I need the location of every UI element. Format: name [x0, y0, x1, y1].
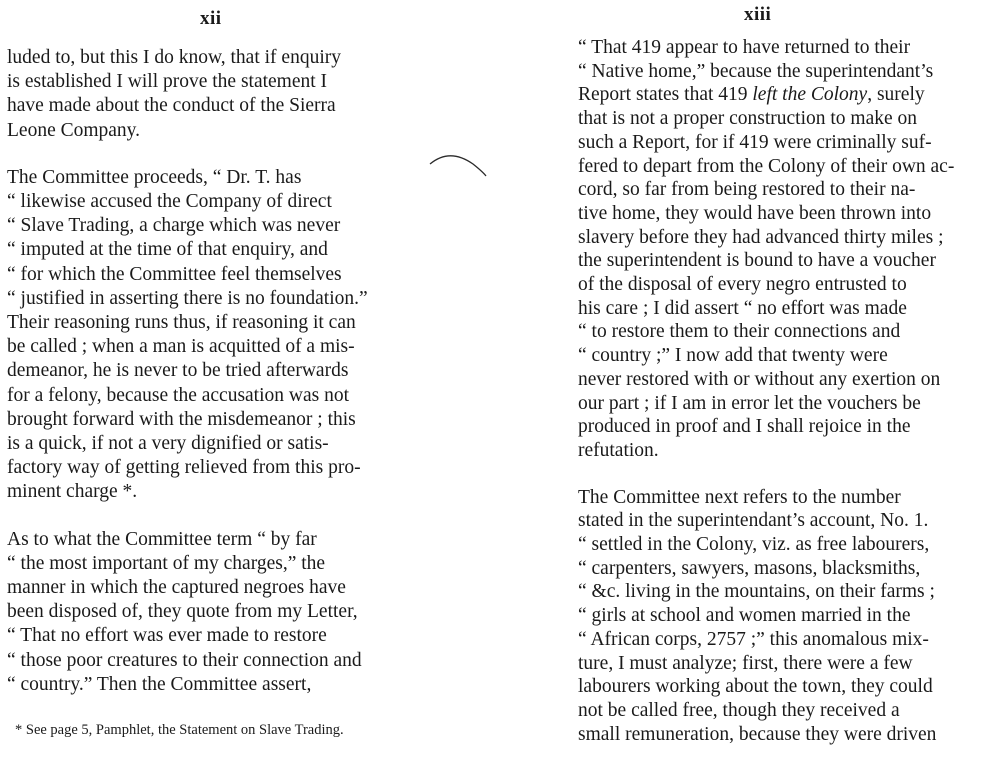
text-line: As to what the Committee term “ by far	[7, 528, 317, 550]
text-line: “ African corps, 2757 ;” this anomalous mix-	[578, 628, 929, 650]
page-number: xii	[200, 8, 222, 29]
text-line: “ &c. living in the mountains, on their farms ;	[578, 581, 935, 603]
text-line: “ That 419 appear to have returned to their	[578, 37, 911, 58]
text-line: be called ; when a man is acquitted of a mis-	[7, 336, 355, 358]
text-line: such a Report, for if 419 were criminally suf-	[578, 131, 932, 153]
text-line: labourers working about the town, they could	[578, 676, 933, 698]
text-line: for a felony, because the accusation was not	[7, 384, 350, 406]
text-line: is established I will prove the statement I	[7, 71, 328, 93]
text-line: the superintendent is bound to have a voucher	[578, 250, 936, 272]
text-line: demeanor, he is never to be tried afterwards	[7, 360, 349, 382]
page-number: xiii	[744, 4, 772, 25]
text-line: “ country.” Then the Committee assert,	[7, 673, 312, 695]
text-line: that is not a proper construction to make on	[578, 108, 918, 130]
text-line: “ country ;” I now add that twenty were	[578, 345, 888, 367]
text-line: tive home, they would have been thrown into	[578, 202, 932, 224]
text-line: his care ; I did assert “ no effort was made	[578, 297, 907, 319]
text-line: of the disposal of every negro entrusted to	[578, 274, 907, 295]
text-line: “ That no effort was ever made to restore	[7, 625, 327, 647]
text-line: Their reasoning runs thus, if reasoning it can	[7, 312, 356, 333]
footnote: * See page 5, Pamphlet, the Statement on Slave Trading.	[15, 722, 344, 738]
text-line: “ for which the Committee feel themselves	[7, 263, 342, 285]
text-line: The Committee proceeds, “ Dr. T. has	[7, 166, 302, 188]
text-line: The Committee next refers to the number	[578, 486, 901, 508]
text-line: manner in which the captured negroes have	[7, 577, 346, 598]
text-line: Leone Company.	[7, 119, 141, 141]
text-line: “ the most important of my charges,” the	[7, 552, 326, 574]
left-page	[0, 0, 430, 760]
right-page	[568, 0, 1000, 760]
text-line: produced in proof and I shall rejoice in the	[578, 416, 911, 438]
text-line: never restored with or without any exertion on	[578, 368, 941, 390]
text-line: “ those poor creatures to their connection and	[7, 649, 362, 671]
text-line: is a quick, if not a very dignified or satis-	[7, 433, 329, 454]
pencil-mark	[428, 152, 488, 182]
text-line: fered to depart from the Colony of their own ac-	[578, 155, 955, 177]
text-line: “ Native home,” because the superintendant’s	[578, 60, 934, 82]
text-line: “ justified in asserting there is no foundation.”	[7, 287, 368, 309]
text-line: “ likewise accused the Company of direct	[7, 191, 332, 212]
text-line: “ girls at school and women married in the	[578, 605, 911, 627]
text-line: cord, so far from being restored to their na-	[578, 179, 916, 201]
text-line: refutation.	[578, 439, 659, 461]
text-line: been disposed of, they quote from my Letter,	[7, 601, 358, 623]
text-line: luded to, but this I do know, that if enquiry	[7, 47, 341, 68]
text-line: our part ; if I am in error let the vouchers be	[578, 392, 921, 414]
text-line: factory way of getting relieved from this pro-	[7, 457, 361, 479]
text-line: have made about the conduct of the Sierra	[7, 95, 336, 117]
text-line: “ settled in the Colony, viz. as free labourers,	[578, 534, 930, 555]
text-line: not be called free, though they received a	[578, 699, 900, 721]
text-line: “ imputed at the time of that enquiry, and	[7, 239, 328, 261]
text-line: “ carpenters, sawyers, masons, blacksmiths,	[578, 557, 921, 579]
text-line: brought forward with the misdemeanor ; this	[7, 408, 356, 430]
text-line: “ to restore them to their connections and	[578, 321, 901, 343]
text-line: slavery before they had advanced thirty miles ;	[578, 226, 944, 248]
text-line: “ Slave Trading, a charge which was never	[7, 215, 341, 237]
text-line: Report states that 419 left the Colony, surely	[578, 84, 925, 106]
text-line: small remuneration, because they were driven	[578, 723, 937, 745]
text-line: ture, I must analyze; first, there were a few	[578, 652, 913, 674]
text-line: minent charge *.	[7, 481, 138, 503]
text-line: stated in the superintendant’s account, No. 1.	[578, 510, 929, 532]
